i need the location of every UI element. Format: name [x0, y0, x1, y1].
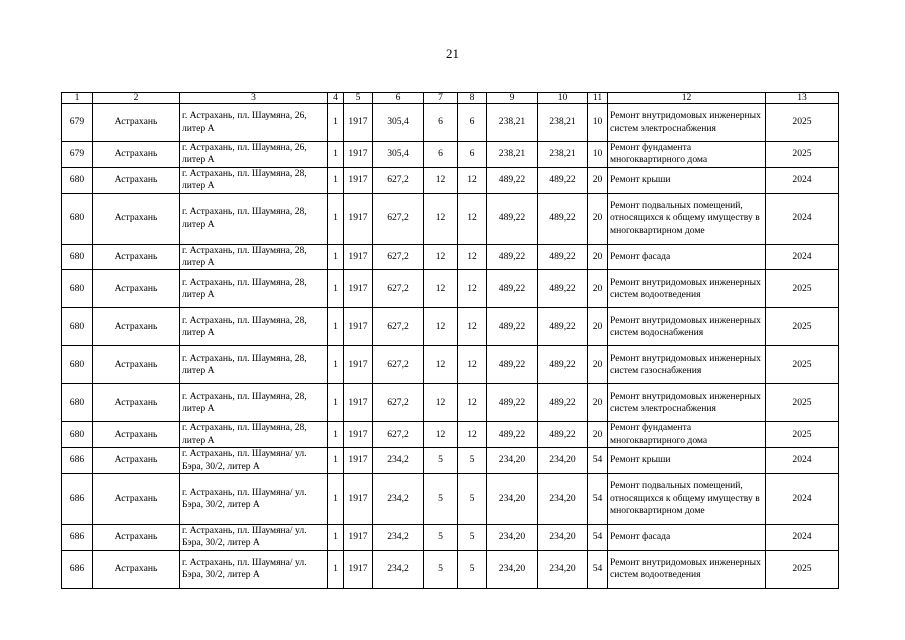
work-type-cell: Ремонт фасада — [608, 244, 766, 270]
table-cell: 1917 — [344, 308, 373, 346]
table-row — [62, 270, 839, 308]
page-number: 21 — [446, 46, 459, 61]
address-cell: г. Астрахань, пл. Шаумяна, 28, литер А — [180, 193, 328, 244]
row-number: 680 — [62, 270, 93, 308]
column-header: 6 — [373, 93, 424, 104]
table-cell: 1 — [328, 550, 344, 588]
table-cell: 1 — [328, 384, 344, 422]
row-number: 680 — [62, 167, 93, 193]
table-cell: 12 — [424, 193, 458, 244]
year-cell: 2024 — [766, 193, 839, 244]
table-cell: 6 — [458, 104, 487, 142]
work-type-cell: Ремонт внутридомовых инженерных систем электроснабжения — [608, 104, 766, 142]
work-type-cell: Ремонт фасада — [608, 525, 766, 551]
table-cell: 6 — [424, 142, 458, 168]
city-cell: Астрахань — [93, 525, 180, 551]
column-header: 8 — [458, 93, 487, 104]
table-cell: 6 — [458, 142, 487, 168]
work-type-cell: Ремонт подвальных помещений, относящихся к общему имуществу в многоквартирном доме — [608, 193, 766, 244]
year-cell: 2024 — [766, 167, 839, 193]
city-cell: Астрахань — [93, 244, 180, 270]
table-cell: 238,21 — [538, 142, 588, 168]
table-cell: 627,2 — [373, 270, 424, 308]
column-header: 9 — [487, 93, 538, 104]
table-cell: 489,22 — [487, 384, 538, 422]
city-cell: Астрахань — [93, 384, 180, 422]
table-cell: 1 — [328, 193, 344, 244]
table-cell: 489,22 — [538, 167, 588, 193]
year-cell: 2025 — [766, 142, 839, 168]
table-cell: 20 — [588, 308, 608, 346]
column-header: 3 — [180, 93, 328, 104]
table-cell: 234,2 — [373, 525, 424, 551]
address-cell: г. Астрахань, пл. Шаумяна, 28, литер А — [180, 346, 328, 384]
row-number: 680 — [62, 346, 93, 384]
table-cell: 1 — [328, 167, 344, 193]
address-cell: г. Астрахань, пл. Шаумяна, 28, литер А — [180, 270, 328, 308]
year-cell: 2024 — [766, 474, 839, 525]
row-number: 680 — [62, 193, 93, 244]
address-cell: г. Астрахань, пл. Шаумяна, 28, литер А — [180, 422, 328, 448]
table-cell: 12 — [424, 422, 458, 448]
city-cell: Астрахань — [93, 308, 180, 346]
work-type-cell: Ремонт фундамента многоквартирного дома — [608, 142, 766, 168]
table-cell: 627,2 — [373, 308, 424, 346]
table-cell: 1917 — [344, 270, 373, 308]
table-cell: 20 — [588, 384, 608, 422]
table-cell: 238,21 — [487, 104, 538, 142]
table-cell: 234,20 — [538, 448, 588, 474]
table-cell: 12 — [424, 270, 458, 308]
table-cell: 12 — [424, 244, 458, 270]
table-cell: 12 — [424, 346, 458, 384]
column-header: 13 — [766, 93, 839, 104]
table-cell: 5 — [458, 550, 487, 588]
table-cell: 234,20 — [487, 550, 538, 588]
table-cell: 12 — [424, 167, 458, 193]
table-row — [62, 142, 839, 168]
table-cell: 489,22 — [487, 270, 538, 308]
table-cell: 489,22 — [487, 167, 538, 193]
table-cell: 489,22 — [487, 308, 538, 346]
table-cell: 12 — [458, 384, 487, 422]
table-cell: 489,22 — [487, 193, 538, 244]
row-number: 686 — [62, 525, 93, 551]
table-cell: 12 — [424, 308, 458, 346]
city-cell: Астрахань — [93, 193, 180, 244]
table-cell: 234,2 — [373, 550, 424, 588]
year-cell: 2025 — [766, 346, 839, 384]
address-cell: г. Астрахань, пл. Шаумяна, 28, литер А — [180, 167, 328, 193]
work-type-cell: Ремонт внутридомовых инженерных систем газоснабжения — [608, 346, 766, 384]
table-cell: 1 — [328, 104, 344, 142]
year-cell: 2024 — [766, 448, 839, 474]
table-cell: 238,21 — [487, 142, 538, 168]
address-cell: г. Астрахань, пл. Шаумяна/ ул. Бэра, 30/2, литер А — [180, 550, 328, 588]
table-row — [62, 384, 839, 422]
table-cell: 489,22 — [538, 244, 588, 270]
table-cell: 489,22 — [538, 308, 588, 346]
city-cell: Астрахань — [93, 167, 180, 193]
table-cell: 1917 — [344, 142, 373, 168]
table-cell: 1 — [328, 525, 344, 551]
table-cell: 234,20 — [487, 525, 538, 551]
table-cell: 20 — [588, 422, 608, 448]
year-cell: 2024 — [766, 525, 839, 551]
row-number: 680 — [62, 384, 93, 422]
column-number-row — [62, 93, 839, 104]
table-cell: 12 — [424, 384, 458, 422]
column-header: 1 — [62, 93, 93, 104]
year-cell: 2025 — [766, 270, 839, 308]
table-cell: 1917 — [344, 422, 373, 448]
table-cell: 1917 — [344, 550, 373, 588]
table-cell: 489,22 — [538, 422, 588, 448]
table-cell: 1 — [328, 448, 344, 474]
row-number: 679 — [62, 142, 93, 168]
table-cell: 489,22 — [538, 193, 588, 244]
table-cell: 234,2 — [373, 448, 424, 474]
work-type-cell: Ремонт крыши — [608, 167, 766, 193]
table-cell: 54 — [588, 525, 608, 551]
table-cell: 627,2 — [373, 346, 424, 384]
table-cell: 1 — [328, 270, 344, 308]
year-cell: 2025 — [766, 384, 839, 422]
table-cell: 1917 — [344, 474, 373, 525]
column-header: 11 — [588, 93, 608, 104]
table-cell: 1 — [328, 142, 344, 168]
table-cell: 12 — [458, 422, 487, 448]
table-cell: 489,22 — [487, 422, 538, 448]
work-type-cell: Ремонт внутридомовых инженерных систем водоснабжения — [608, 308, 766, 346]
address-cell: г. Астрахань, пл. Шаумяна/ ул. Бэра, 30/2, литер А — [180, 448, 328, 474]
table-row — [62, 346, 839, 384]
table-cell: 1 — [328, 346, 344, 384]
table-cell: 1917 — [344, 104, 373, 142]
table-cell: 20 — [588, 167, 608, 193]
table-cell: 1917 — [344, 525, 373, 551]
table-cell: 5 — [424, 525, 458, 551]
table-cell: 54 — [588, 448, 608, 474]
table-cell: 489,22 — [538, 346, 588, 384]
table-cell: 5 — [424, 474, 458, 525]
row-number: 680 — [62, 422, 93, 448]
city-cell: Астрахань — [93, 422, 180, 448]
address-cell: г. Астрахань, пл. Шаумяна, 28, литер А — [180, 384, 328, 422]
table-row — [62, 308, 839, 346]
table-cell: 489,22 — [487, 244, 538, 270]
table-row — [62, 448, 839, 474]
city-cell: Астрахань — [93, 346, 180, 384]
work-type-cell: Ремонт внутридомовых инженерных систем водоотведения — [608, 270, 766, 308]
row-number: 680 — [62, 308, 93, 346]
address-cell: г. Астрахань, пл. Шаумяна/ ул. Бэра, 30/2, литер А — [180, 525, 328, 551]
table-cell: 489,22 — [538, 270, 588, 308]
table-cell: 1917 — [344, 193, 373, 244]
column-header: 4 — [328, 93, 344, 104]
table-row — [62, 193, 839, 244]
table-cell: 5 — [458, 448, 487, 474]
year-cell: 2025 — [766, 308, 839, 346]
table-cell: 5 — [458, 525, 487, 551]
address-cell: г. Астрахань, пл. Шаумяна, 28, литер А — [180, 244, 328, 270]
city-cell: Астрахань — [93, 104, 180, 142]
table-cell: 12 — [458, 193, 487, 244]
table-cell: 627,2 — [373, 167, 424, 193]
table-cell: 1917 — [344, 346, 373, 384]
address-cell: г. Астрахань, пл. Шаумяна, 28, литер А — [180, 308, 328, 346]
table-cell: 12 — [458, 308, 487, 346]
table-row — [62, 550, 839, 588]
table-cell: 627,2 — [373, 422, 424, 448]
table-row — [62, 167, 839, 193]
table-cell: 238,21 — [538, 104, 588, 142]
table-cell: 1 — [328, 308, 344, 346]
work-type-cell: Ремонт внутридомовых инженерных систем электроснабжения — [608, 384, 766, 422]
address-cell: г. Астрахань, пл. Шаумяна, 26, литер А — [180, 142, 328, 168]
table-cell: 1 — [328, 474, 344, 525]
table-row — [62, 474, 839, 525]
table-cell: 1 — [328, 244, 344, 270]
table-cell: 5 — [424, 448, 458, 474]
city-cell: Астрахань — [93, 474, 180, 525]
year-cell: 2025 — [766, 104, 839, 142]
work-type-cell: Ремонт фундамента многоквартирного дома — [608, 422, 766, 448]
table-cell: 234,20 — [538, 474, 588, 525]
table-cell: 10 — [588, 142, 608, 168]
repair-program-table — [61, 92, 839, 589]
column-header: 2 — [93, 93, 180, 104]
table-cell: 12 — [458, 270, 487, 308]
table-cell: 234,20 — [538, 550, 588, 588]
row-number: 679 — [62, 104, 93, 142]
city-cell: Астрахань — [93, 270, 180, 308]
table-cell: 54 — [588, 550, 608, 588]
table-cell: 20 — [588, 193, 608, 244]
table-cell: 5 — [458, 474, 487, 525]
year-cell: 2025 — [766, 550, 839, 588]
table-cell: 489,22 — [538, 384, 588, 422]
city-cell: Астрахань — [93, 448, 180, 474]
table-cell: 1917 — [344, 384, 373, 422]
table-cell: 234,20 — [487, 474, 538, 525]
table-cell: 54 — [588, 474, 608, 525]
address-cell: г. Астрахань, пл. Шаумяна, 26, литер А — [180, 104, 328, 142]
year-cell: 2024 — [766, 244, 839, 270]
table-cell: 627,2 — [373, 244, 424, 270]
table-cell: 1917 — [344, 244, 373, 270]
city-cell: Астрахань — [93, 550, 180, 588]
table-row — [62, 422, 839, 448]
table-cell: 12 — [458, 346, 487, 384]
table-cell: 6 — [424, 104, 458, 142]
year-cell: 2025 — [766, 422, 839, 448]
table-cell: 20 — [588, 346, 608, 384]
table-cell: 5 — [424, 550, 458, 588]
table-cell: 627,2 — [373, 384, 424, 422]
column-header: 5 — [344, 93, 373, 104]
table-cell: 489,22 — [487, 346, 538, 384]
address-cell: г. Астрахань, пл. Шаумяна/ ул. Бэра, 30/2, литер А — [180, 474, 328, 525]
table-cell: 10 — [588, 104, 608, 142]
table-cell: 234,20 — [538, 525, 588, 551]
column-header: 7 — [424, 93, 458, 104]
table-row — [62, 104, 839, 142]
table-cell: 305,4 — [373, 142, 424, 168]
work-type-cell: Ремонт подвальных помещений, относящихся к общему имуществу в многоквартирном доме — [608, 474, 766, 525]
table-row — [62, 244, 839, 270]
table-cell: 20 — [588, 244, 608, 270]
row-number: 686 — [62, 448, 93, 474]
table-cell: 1917 — [344, 167, 373, 193]
column-header: 12 — [608, 93, 766, 104]
city-cell: Астрахань — [93, 142, 180, 168]
row-number: 686 — [62, 474, 93, 525]
table-cell: 1917 — [344, 448, 373, 474]
column-header: 10 — [538, 93, 588, 104]
work-type-cell: Ремонт внутридомовых инженерных систем водоотведения — [608, 550, 766, 588]
table-cell: 20 — [588, 270, 608, 308]
table-cell: 12 — [458, 244, 487, 270]
row-number: 680 — [62, 244, 93, 270]
table-row — [62, 525, 839, 551]
row-number: 686 — [62, 550, 93, 588]
table-cell: 234,2 — [373, 474, 424, 525]
table-cell: 12 — [458, 167, 487, 193]
table-cell: 627,2 — [373, 193, 424, 244]
table-cell: 305,4 — [373, 104, 424, 142]
table-cell: 234,20 — [487, 448, 538, 474]
work-type-cell: Ремонт крыши — [608, 448, 766, 474]
table-cell: 1 — [328, 422, 344, 448]
